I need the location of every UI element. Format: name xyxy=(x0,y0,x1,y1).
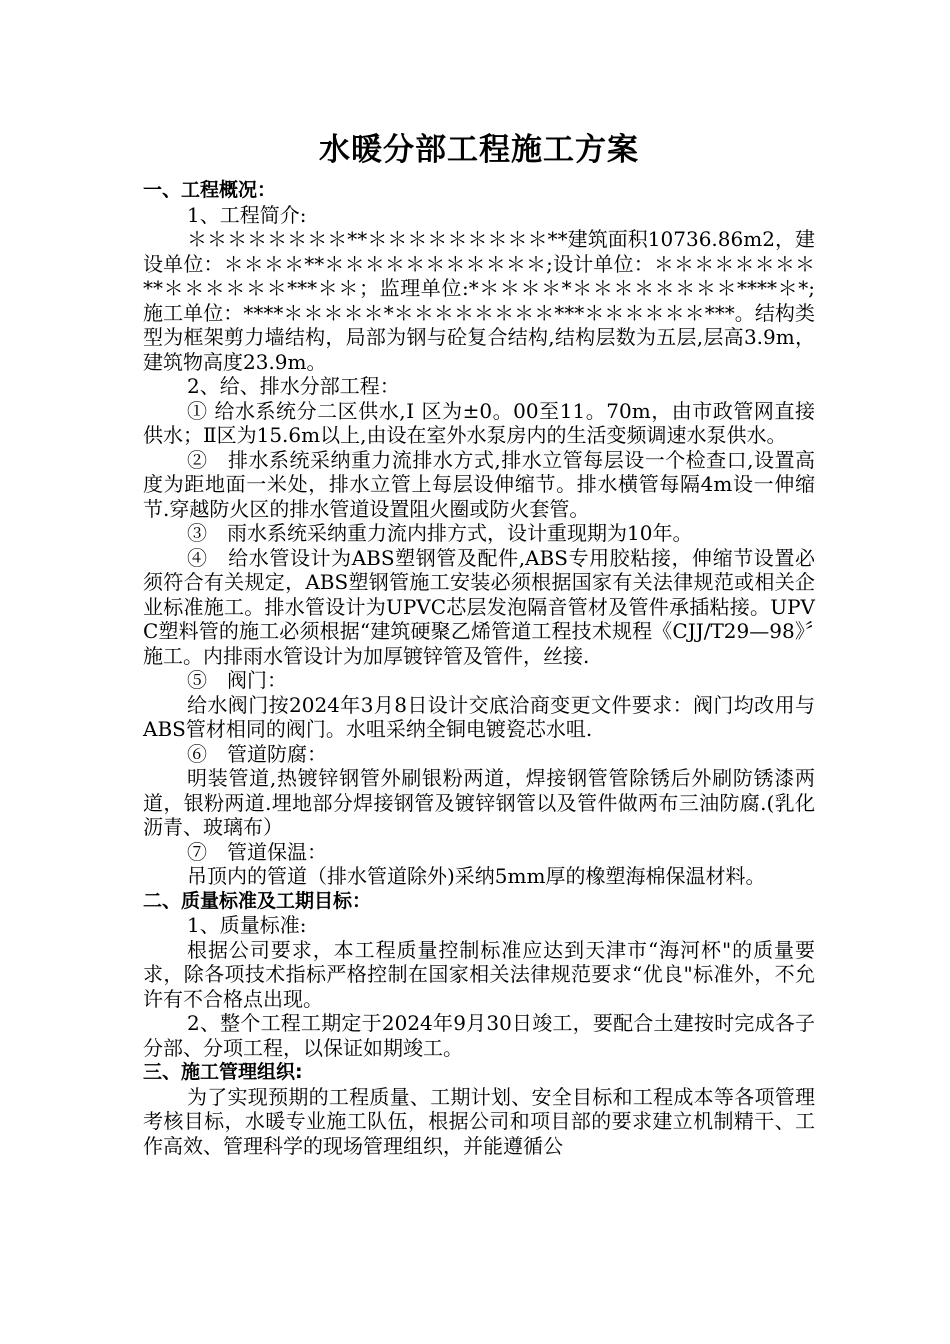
paragraph-water-supply: ① 给水系统分二区供水,Ⅰ 区为±0。00至11。70m，由市政管网直接供水；Ⅱ区为15.6m以上,由设在室外水泵房内的生活变频调速水泵供水。 xyxy=(143,398,815,447)
paragraph-rainwater-system: ③ 雨水系统采纳重力流内排方式，设计重现期为10年。 xyxy=(187,521,693,545)
paragraph-quality-standard: 根据公司要求，本工程质量控制标准应达到天津市“海河杯"的质量要求，除各项技术指标严格控制在国家相关法律规范要求“优良"标准外，不允许有不合格点出现。 xyxy=(143,937,815,1011)
document-page xyxy=(143,128,815,1158)
paragraph-project-intro: ＊＊＊＊＊＊＊＊**＊＊＊＊＊＊＊＊＊**建筑面积10736.86m2，建设单位：＊＊＊＊**＊＊＊＊＊＊＊＊＊＊＊;设计单位：＊＊＊＊＊＊＊＊**＊＊＊＊＊＊***＊＊；监理单位:*＊＊＊＊*＊＊＊＊＊＊＊＊****＊*;施工单位：****＊＊＊＊＊*＊＊＊＊＊＊＊＊***＊＊＊＊＊＊***。结构类型为框架剪力墙结构，局部为钢与砼复合结构,结构层数为五层,层高3.9m，建筑物高度23.9m。 xyxy=(143,227,815,374)
paragraph-pipe-material: ④ 给水管设计为ABS塑钢管及配件,ABS专用胶粘接，伸缩节设置必须符合有关规定，ABS塑钢管施工安装必须根据国家有关法律规范或相关企业标准施工。排水管设计为UPVC芯层发泡隔音管材及管件承插粘接。UPVC塑料管的施工必须根据“建筑硬聚乙烯管道工程技术规程《CJJ/T29—98》〞施工。内排雨水管设计为加厚镀锌管及管件，丝接. xyxy=(143,545,815,668)
paragraph-schedule: 2、整个工程工期定于2024年9月30日竣工，要配合土建按时完成各子分部、分项工程，以保证如期竣工。 xyxy=(143,1011,815,1060)
paragraph-insulation: 吊顶内的管道（排水管道除外)采纳5mm厚的橡塑海棉保温材料。 xyxy=(187,864,766,888)
section-heading-organization: 三、施工管理组织: xyxy=(143,1061,303,1083)
section-heading-quality: 二、质量标准及工期目标： xyxy=(143,889,372,912)
subheading-anticorrosion: ⑥ 管道防腐： xyxy=(187,741,327,766)
subheading-quality-standard: 1、质量标准: xyxy=(187,913,307,937)
paragraph-organization: 为了实现预期的工程质量、工期计划、安全目标和工程成本等各项管理考核目标，水暖专业施工队伍，根据公司和项目部的要求建立机制精干、工作高效、管理科学的现场管理组织，并能遵循公 xyxy=(143,1084,815,1158)
paragraph-valves: 给水阀门按2024年3月8日设计交底洽商变更文件要求：阀门均改用与ABS管材相同的阀门。水咀采纳全铜电镀瓷芯水咀. xyxy=(143,692,815,741)
subheading-water-drainage: 2、给、排水分部工程： xyxy=(187,374,400,398)
section-heading-overview: 一、工程概况： xyxy=(143,179,277,201)
paragraph-drainage-system: ② 排水系统采纳重力流排水方式,排水立管每层设一个检查口,设置高度为距地面一米处，排水立管上每层设伸缩节。排水横管每隔4m设一伸缩节.穿越防火区的排水管道设置阻火圈或防火套管。 xyxy=(143,447,815,521)
document-title: 水暖分部工程施工方案 xyxy=(319,132,639,168)
subheading-insulation: ⑦ 管道保温： xyxy=(187,839,327,864)
subheading-valves: ⑤ 阀门： xyxy=(187,668,287,692)
subheading-project-intro: 1、工程简介: xyxy=(187,202,307,227)
paragraph-anticorrosion: 明装管道,热镀锌钢管外刷银粉两道，焊接钢管管除锈后外刷防锈漆两道，银粉两道.埋地部分焊接钢管及镀锌钢管以及管件做两布三油防腐.(乳化沥青、玻璃布） xyxy=(143,766,815,839)
